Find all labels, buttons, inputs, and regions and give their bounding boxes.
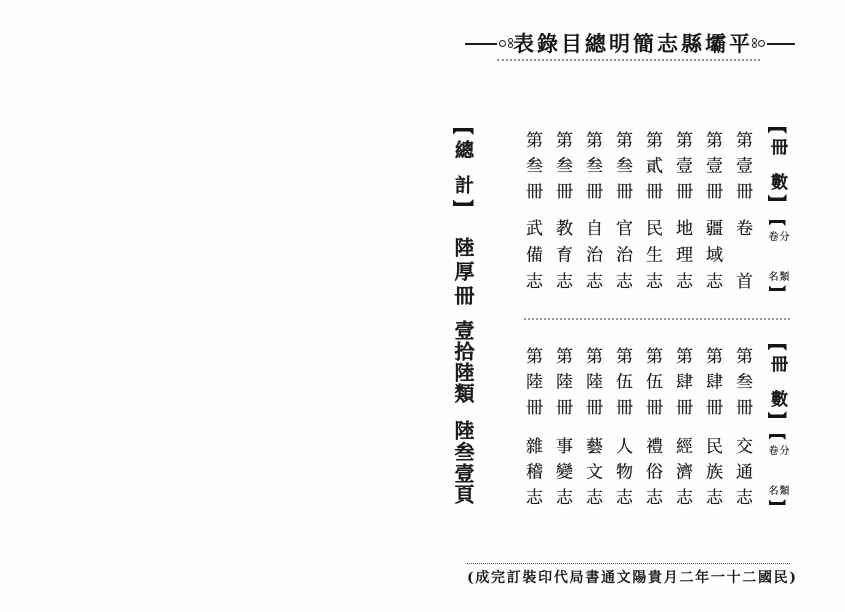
category-header-label [766,231,788,281]
entry-category: 武備志 [522,219,542,289]
entry-volume: 第壹冊 [672,131,692,199]
ornament-line [767,43,795,45]
category-header-part: 分類 [777,445,788,495]
bracket-bottom [769,285,786,291]
ornament-circle [499,40,506,47]
bracket-top [768,344,787,351]
toc-entry [520,347,544,505]
entry-volume: 第壹冊 [732,131,752,199]
page-title: 平壩縣志簡明總目錄表 [513,31,750,56]
toc-entry [520,131,544,289]
entry-category: 地理志 [672,219,692,289]
ornament-figure-eight [752,37,757,49]
toc-upper-section [520,131,754,289]
bracket-bottom [453,199,474,206]
entry-volume: 第陸冊 [582,347,602,415]
bracket-top [769,434,786,440]
entry-category: 禮俗志 [642,437,662,505]
entry-category: 官治志 [612,219,632,289]
entry-volume: 第叁冊 [732,347,752,415]
entry-volume: 第叁冊 [612,131,632,199]
ornament-line [465,43,497,45]
footer-imprint: (民國二十一年二月貴陽文通書局代印裝訂完成) [467,570,796,586]
entry-category: 民族志 [702,437,722,505]
toc-entry [700,131,724,289]
title-ornament-left [465,37,513,51]
entry-volume: 第陸冊 [522,347,542,415]
title-ornament-right [750,37,796,51]
bracket-top [769,220,786,226]
bracket-top [768,127,787,134]
toc-entry [670,347,694,505]
category-header-label [766,445,788,495]
entry-volume: 第叁冊 [582,131,602,199]
toc-entry [700,347,724,505]
toc-entry [580,347,604,505]
entry-volume: 第壹冊 [702,131,722,199]
toc-entry [730,131,754,289]
category-header-part: 卷名 [766,231,777,281]
volume-header [766,344,788,418]
bracket-top [453,128,474,135]
entry-category: 經濟志 [672,437,692,505]
entry-volume: 第伍冊 [642,347,662,415]
entry-volume: 第陸冊 [552,347,572,415]
total-pages: 陸叁壹頁 [451,420,475,504]
entry-category: 教育志 [552,219,572,289]
toc-lower-section [520,347,754,505]
category-header-part: 分類 [777,231,788,281]
entry-category: 藝文志 [582,437,602,505]
category-header-part: 卷名 [766,445,777,495]
entry-category: 卷首 [732,219,752,289]
entry-category: 自治志 [582,219,602,289]
volume-header-label: 冊數 [767,355,787,407]
volume-header-label: 冊數 [767,138,787,190]
bracket-bottom [769,499,786,505]
ornament-circle [758,40,765,47]
entry-category: 人物志 [612,437,632,505]
toc-entry [670,131,694,289]
bracket-bottom [768,194,787,201]
entry-category: 民生志 [642,219,662,289]
entry-category: 雜稽志 [522,437,542,505]
entry-volume: 第肆冊 [702,347,722,415]
footer-rule [467,563,790,564]
title-rule [497,59,760,61]
toc-entry [640,347,664,505]
toc-entry [580,131,604,289]
entry-category: 疆域志 [702,219,722,289]
total-label: 總計 [452,140,474,194]
entry-volume: 第叁冊 [552,131,572,199]
total-heading [451,128,475,206]
entry-volume: 第叁冊 [522,131,542,199]
toc-entry [550,131,574,289]
toc-entry [730,347,754,505]
toc-entry [640,131,664,289]
bracket-bottom [768,411,787,418]
volume-header [766,127,788,201]
category-header [766,434,788,505]
entry-category: 事變志 [552,437,572,505]
total-volumes: 陸厚冊 [451,237,475,305]
total-categories: 壹拾陸類 [451,320,475,403]
category-header [766,220,788,291]
toc-entry [610,347,634,505]
toc-entry [610,131,634,289]
entry-volume: 第貳冊 [642,131,662,199]
toc-entry [550,347,574,505]
entry-category: 交通志 [732,437,752,505]
section-divider [524,318,790,320]
entry-volume: 第伍冊 [612,347,632,415]
entry-volume: 第肆冊 [672,347,692,415]
